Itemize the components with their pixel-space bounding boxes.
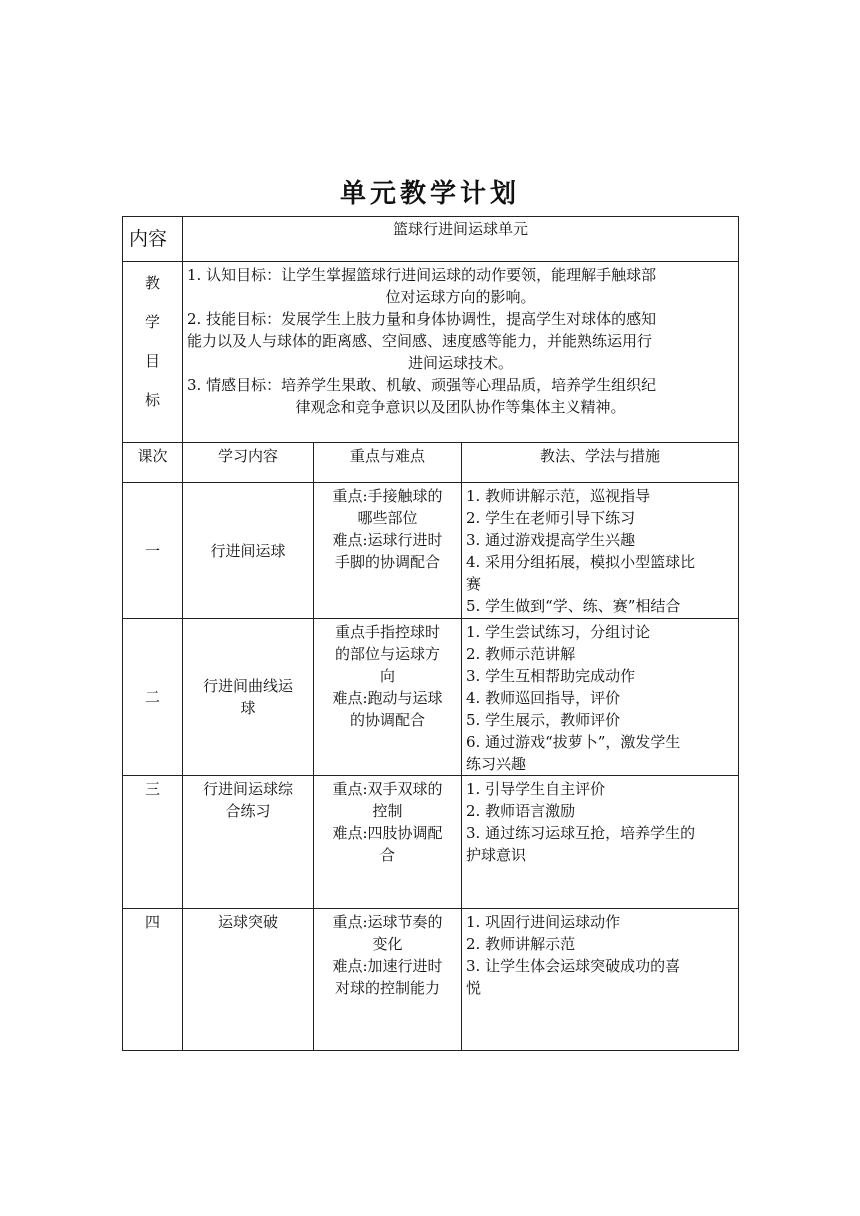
lesson-number: 三 <box>123 776 183 909</box>
method-line: 4. 采用分组拓展，模拟小型篮球比 <box>466 553 696 571</box>
method-line: 6. 通过游戏“拔萝卜”，激发学生 <box>466 733 681 751</box>
focus-line: 重点:运球节奏的 <box>332 913 443 931</box>
content-value-cell <box>183 217 739 262</box>
header-focus: 重点与难点 <box>314 443 462 483</box>
focus-line: 的协调配合 <box>349 711 425 729</box>
lesson-row <box>123 483 739 619</box>
lesson-content: 运球突破 <box>217 913 278 931</box>
goal-line: 2. 技能目标：发展学生上肢力量和身体协调性，提高学生对球体的感知 <box>187 310 657 328</box>
focus-line: 重点:双手双球的 <box>332 780 443 798</box>
lesson-methods-cell <box>462 776 739 909</box>
goals-label-char: 标 <box>144 391 160 409</box>
lesson-row <box>123 776 739 909</box>
focus-line: 难点:跑动与运球 <box>332 689 443 707</box>
page-title: 单元教学计划 <box>339 179 520 209</box>
focus-line: 重点:手接触球的 <box>332 487 443 505</box>
method-line: 1. 引导学生自主评价 <box>466 780 606 798</box>
lesson-number: 四 <box>123 909 183 1051</box>
method-line: 3. 让学生体会运球突破成功的喜 <box>466 957 681 975</box>
method-line: 3. 通过游戏提高学生兴趣 <box>466 531 636 549</box>
lesson-focus-cell <box>314 483 462 619</box>
lesson-methods-cell <box>462 909 739 1051</box>
goals-label-cell <box>123 262 183 443</box>
lesson-row <box>123 909 739 1051</box>
goal-line: 3. 情感目标：培养学生果敢、机敏、顽强等心理品质，培养学生组织纪 <box>187 376 657 394</box>
content-value: 篮球行进间运球单元 <box>393 220 529 238</box>
method-line: 5. 学生做到“学、练、赛”相结合 <box>466 597 681 615</box>
focus-line: 控制 <box>372 802 403 820</box>
focus-line: 合 <box>379 846 395 864</box>
lesson-focus-cell <box>314 909 462 1051</box>
lesson-focus-cell <box>314 776 462 909</box>
focus-line: 手脚的协调配合 <box>334 553 440 571</box>
header-lesson: 课次 <box>123 443 183 483</box>
goals-label-char: 教 <box>144 274 160 292</box>
focus-line: 难点:加速行进时 <box>332 957 443 975</box>
goals-label-char: 学 <box>144 313 160 331</box>
method-line: 2. 教师语言激励 <box>466 802 576 820</box>
content-label: 内容 <box>129 227 168 250</box>
lesson-content-cell <box>183 776 314 909</box>
focus-line: 对球的控制能力 <box>334 979 440 997</box>
focus-line: 的部位与运球方 <box>334 645 440 663</box>
lesson-content: 球 <box>240 699 256 717</box>
method-line: 1. 学生尝试练习，分组讨论 <box>466 623 651 641</box>
lesson-content-cell <box>183 619 314 776</box>
lesson-number: 二 <box>123 619 183 776</box>
lesson-number: 一 <box>123 483 183 619</box>
lesson-content: 合练习 <box>225 802 271 820</box>
lesson-focus-cell <box>314 619 462 776</box>
header-row <box>123 443 739 483</box>
header-content: 学习内容 <box>183 443 314 483</box>
goal-line: 律观念和竞争意识以及团队协作等集体主义精神。 <box>295 398 626 416</box>
goals-row <box>123 262 739 443</box>
focus-line: 哪些部位 <box>357 509 418 527</box>
method-line: 1. 巩固行进间运球动作 <box>466 913 621 931</box>
method-line: 1. 教师讲解示范，巡视指导 <box>466 487 651 505</box>
header-methods: 教法、学法与措施 <box>462 443 739 483</box>
lesson-row <box>123 619 739 776</box>
method-line: 赛 <box>466 575 482 593</box>
lesson-content-cell <box>183 483 314 619</box>
content-row <box>123 217 739 262</box>
lesson-methods-cell <box>462 619 739 776</box>
focus-line: 重点手指控球时 <box>334 623 440 641</box>
unit-plan-table <box>122 216 739 1051</box>
method-line: 护球意识 <box>466 846 527 864</box>
goal-line: 位对运球方向的影响。 <box>385 288 536 306</box>
goal-line: 进间运球技术。 <box>408 354 514 372</box>
content-label-cell <box>123 217 183 262</box>
method-line: 练习兴趣 <box>466 755 527 773</box>
lesson-content: 行进间运球 <box>210 541 286 560</box>
goal-line: 1. 认知目标：让学生掌握篮球行进间运球的动作要领，能理解手触球部 <box>187 266 657 284</box>
focus-line: 变化 <box>372 935 403 953</box>
lesson-content: 行进间运球综 <box>202 780 293 798</box>
method-line: 2. 学生在老师引导下练习 <box>466 509 636 527</box>
method-line: 3. 通过练习运球互抢，培养学生的 <box>466 824 696 842</box>
focus-line: 难点:四肢协调配 <box>332 824 443 842</box>
method-line: 3. 学生互相帮助完成动作 <box>466 667 636 685</box>
method-line: 2. 教师示范讲解 <box>466 645 576 663</box>
lesson-content: 行进间曲线运 <box>202 677 293 695</box>
method-line: 悦 <box>466 979 482 997</box>
lesson-content-cell <box>183 909 314 1051</box>
focus-line: 难点:运球行进时 <box>332 531 443 549</box>
goals-text-cell <box>183 262 739 443</box>
method-line: 4. 教师巡回指导，评价 <box>466 689 621 707</box>
lesson-methods-cell <box>462 483 739 619</box>
goal-line: 能力以及人与球体的距离感、空间感、速度感等能力，并能熟练运用行 <box>187 332 653 350</box>
method-line: 5. 学生展示，教师评价 <box>466 711 621 729</box>
method-line: 2. 教师讲解示范 <box>466 935 576 953</box>
focus-line: 向 <box>379 667 395 685</box>
goals-label-char: 目 <box>144 352 160 370</box>
